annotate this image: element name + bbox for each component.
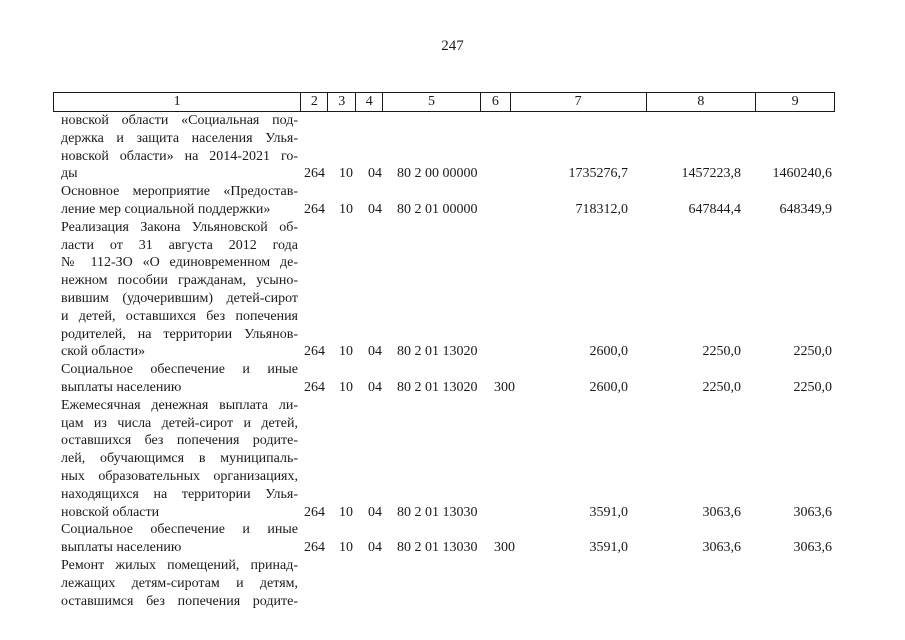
row-values [0,201,905,219]
header-col-2: 2 [301,93,328,111]
description-line: ласти от 31 августа 2012 года [61,237,298,253]
description-line: ление мер социальной поддержки» [61,201,271,217]
description-line: выплаты населению [61,379,182,395]
subsection-code: 04 [368,540,382,556]
amount-col-7: 3591,0 [589,504,628,520]
amount-col-9: 2250,0 [793,344,832,360]
description-line: Ремонт жилых помещений, принад- [61,557,298,573]
description-line: новской области «Социальная под- [61,113,298,128]
ministry-code: 264 [304,201,325,217]
row-values [0,539,905,557]
row-description [61,557,298,610]
table-row [0,219,905,361]
target-article-code: 80 2 01 00000 [397,201,478,217]
description-line: держка и защита населения Улья- [61,130,298,146]
amount-col-7: 2600,0 [589,379,628,395]
description-line: цам из числа детей-сирот и детей, [61,415,298,431]
header-col-4: 4 [356,93,383,111]
table-row [0,361,905,397]
table-row [0,112,905,183]
amount-col-9: 2250,0 [793,379,832,395]
description-line: новской области» на 2014-2021 го- [61,148,298,164]
description-line: новской области [61,504,160,520]
amount-col-9: 3063,6 [793,540,832,556]
table-row [0,521,905,557]
ministry-code: 264 [304,166,325,182]
description-line: Ежемесячная денежная выплата ли- [61,397,298,413]
section-code: 10 [339,540,353,556]
subsection-code: 04 [368,201,382,217]
description-line: лей, обучающимся в муниципаль- [61,451,298,467]
description-line: Реализация Закона Ульяновской об- [61,219,298,235]
subsection-code: 04 [368,504,382,520]
amount-col-8: 647844,4 [688,201,741,217]
header-col-6: 6 [481,93,511,111]
table-header-row [53,92,835,112]
header-col-8: 8 [647,93,757,111]
header-col-5: 5 [383,93,481,111]
section-code: 10 [339,166,353,182]
description-line: Основное мероприятие «Предостав- [61,184,298,200]
target-article-code: 80 2 00 00000 [397,166,478,182]
description-line: оставшихся без попечения родите- [61,433,298,449]
section-code: 10 [339,504,353,520]
target-article-code: 80 2 01 13020 [397,379,478,395]
amount-col-7: 2600,0 [589,344,628,360]
description-line: и детей, оставшихся без попечения [61,308,298,324]
header-col-3: 3 [328,93,356,111]
amount-col-7: 3591,0 [589,540,628,556]
table-row [0,397,905,522]
subsection-code: 04 [368,379,382,395]
description-line: ды [61,166,78,182]
description-line: находящихся на территории Улья- [61,486,298,502]
page-number: 247 [441,38,464,54]
description-line: ных образовательных организациях, [61,468,298,484]
ministry-code: 264 [304,540,325,556]
section-code: 10 [339,379,353,395]
amount-col-9: 1460240,6 [772,166,832,182]
section-code: 10 [339,344,353,360]
amount-col-8: 2250,0 [702,344,741,360]
description-line: родителей, на территории Ульянов- [61,326,298,342]
header-col-1: 1 [54,93,301,111]
expense-type-code: 300 [494,540,515,556]
table-row [0,183,905,219]
amount-col-8: 1457223,8 [681,166,741,182]
amount-col-8: 3063,6 [702,540,741,556]
row-values [0,504,905,522]
description-line: выплаты населению [61,540,182,556]
table-row [0,557,905,610]
amount-col-9: 3063,6 [793,504,832,520]
description-line: Социальное обеспечение и иные [61,362,298,378]
amount-col-8: 3063,6 [702,504,741,520]
amount-col-8: 2250,0 [702,379,741,395]
header-col-9: 9 [791,94,799,109]
row-values [0,165,905,183]
ministry-code: 264 [304,344,325,360]
subsection-code: 04 [368,344,382,360]
description-line: вившим (удочерившим) детей-сирот [61,290,298,306]
description-line: № 112-ЗО «О единовременном де- [61,255,298,271]
target-article-code: 80 2 01 13030 [397,540,478,556]
description-line: ской области» [61,344,146,360]
ministry-code: 264 [304,504,325,520]
amount-col-7: 1735276,7 [568,166,628,182]
amount-col-9: 648349,9 [779,201,832,217]
row-values [0,379,905,397]
ministry-code: 264 [304,379,325,395]
target-article-code: 80 2 01 13030 [397,504,478,520]
amount-col-7: 718312,0 [575,201,628,217]
description-line: лежащих детям-сиротам и детям, [61,575,298,591]
section-code: 10 [339,201,353,217]
description-line: Социальное обеспечение и иные [61,522,298,538]
table-body [0,112,905,610]
row-values [0,343,905,361]
description-line: нежном пособии гражданам, усыно- [61,273,298,289]
target-article-code: 80 2 01 13020 [397,344,478,360]
description-line: оставшимся без попечения родите- [61,593,298,609]
header-col-7: 7 [511,93,647,111]
row-description [61,219,298,361]
expense-type-code: 300 [494,379,515,395]
subsection-code: 04 [368,166,382,182]
